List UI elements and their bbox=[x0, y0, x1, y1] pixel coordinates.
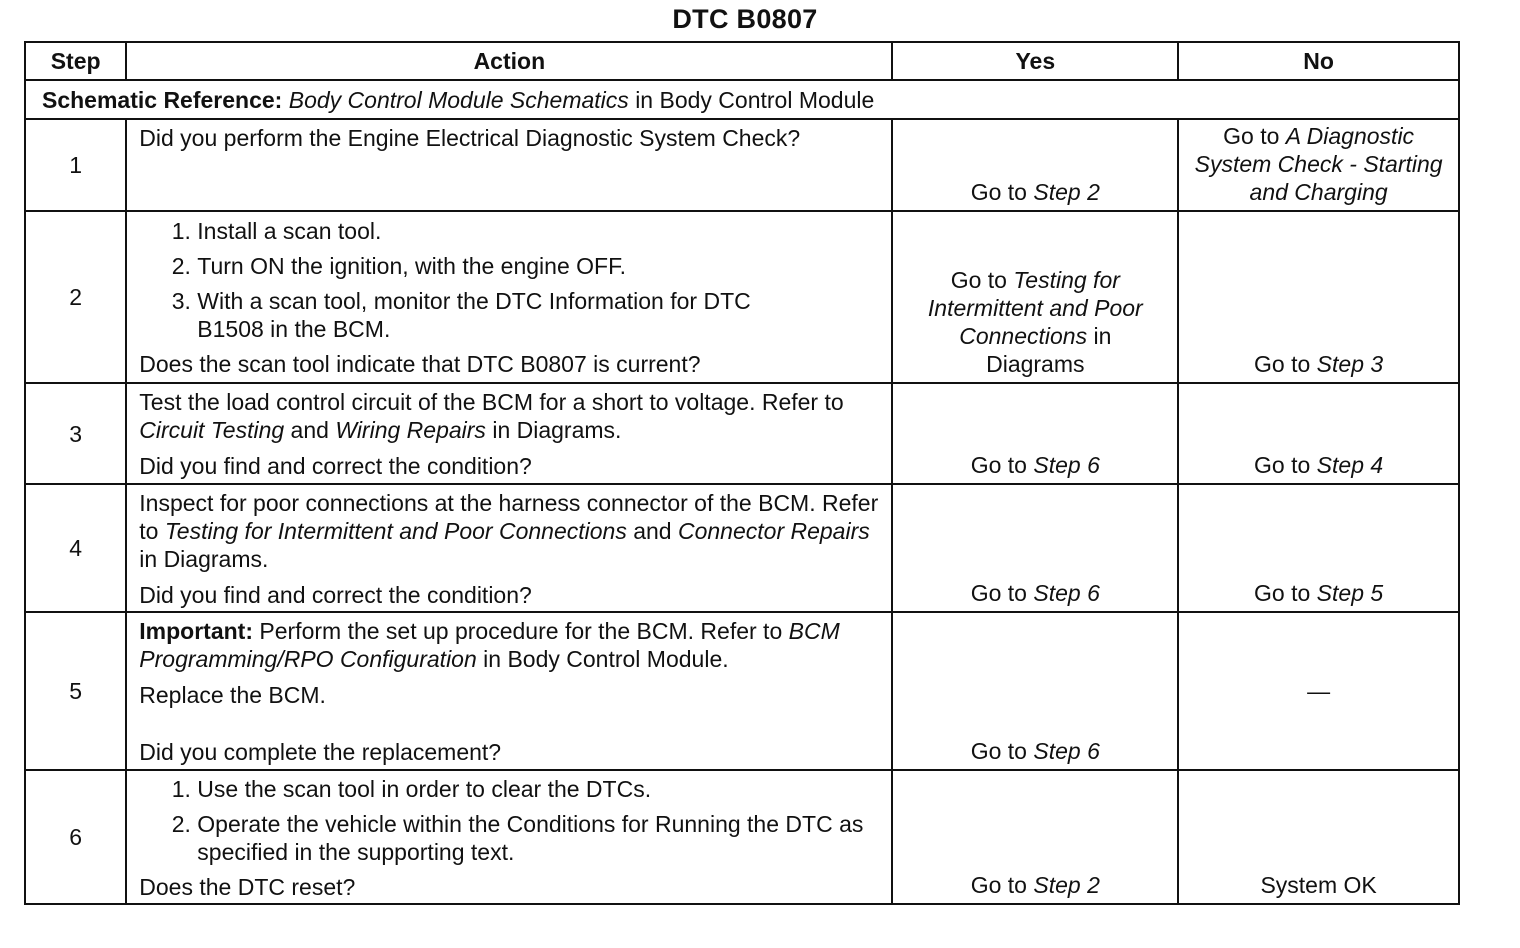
action-text: in Body Control Module. bbox=[483, 646, 729, 672]
yes-prefix: Go to bbox=[970, 580, 1027, 606]
yes-ref[interactable]: Step 6 bbox=[1033, 452, 1100, 478]
header-no: No bbox=[1178, 42, 1459, 80]
no-cell bbox=[1178, 383, 1459, 484]
step-number: 6 bbox=[25, 770, 126, 904]
action-ref[interactable]: Connector Repairs bbox=[677, 518, 870, 544]
schematic-row bbox=[25, 80, 1459, 119]
step-number: 4 bbox=[25, 484, 126, 612]
action-instruction: Replace the BCM. bbox=[139, 682, 326, 708]
action-question: Did you find and correct the condition? bbox=[139, 453, 532, 479]
no-result: System OK bbox=[1260, 872, 1377, 898]
schematic-label: Schematic Reference: bbox=[42, 86, 283, 113]
action-text: and bbox=[290, 417, 329, 443]
header-step: Step bbox=[25, 42, 126, 80]
action-question: Did you perform the Engine Electrical Diagnostic System Check? bbox=[139, 125, 801, 151]
action-cell bbox=[126, 612, 892, 770]
no-prefix: Go to bbox=[1254, 351, 1311, 377]
yes-cell bbox=[892, 119, 1178, 211]
action-text: in Diagrams. bbox=[139, 546, 269, 572]
action-list-item: 3. With a scan tool, monitor the DTC Information for DTC B1508 in the BCM. bbox=[197, 287, 881, 343]
header-row bbox=[25, 42, 1459, 80]
action-list-item: 1. Install a scan tool. bbox=[197, 217, 881, 245]
action-question: Did you complete the replacement? bbox=[139, 739, 502, 765]
table-row-step-6 bbox=[25, 770, 1459, 904]
action-cell bbox=[126, 484, 892, 612]
diagnostic-table bbox=[24, 41, 1460, 905]
action-list-item: 2. Turn ON the ignition, with the engine OFF. bbox=[197, 252, 881, 280]
yes-ref[interactable]: Step 6 bbox=[1033, 580, 1100, 606]
action-question: Does the scan tool indicate that DTC B0807 is current? bbox=[139, 351, 701, 377]
step-number: 5 bbox=[25, 612, 126, 770]
table-row-step-3 bbox=[25, 383, 1459, 484]
yes-ref[interactable]: Step 2 bbox=[1033, 179, 1100, 205]
yes-cell bbox=[892, 770, 1178, 904]
action-text: Inspect for poor connections at the harness connector of the BCM. Refer to bbox=[139, 490, 879, 544]
yes-cell bbox=[892, 211, 1178, 383]
action-text: Perform the set up procedure for the BCM. Refer to bbox=[259, 618, 783, 644]
table-row-step-1 bbox=[25, 119, 1459, 211]
yes-cell bbox=[892, 612, 1178, 770]
yes-cell bbox=[892, 484, 1178, 612]
action-text: and bbox=[633, 518, 672, 544]
action-ref[interactable]: Wiring Repairs bbox=[335, 417, 486, 443]
schematic-doc: Body Control Module Schematics bbox=[288, 86, 629, 113]
action-question: Did you find and correct the condition? bbox=[139, 582, 532, 608]
yes-prefix: Go to bbox=[970, 179, 1027, 205]
action-ref[interactable]: Testing for Intermittent and Poor Connections bbox=[164, 518, 627, 544]
action-cell bbox=[126, 211, 892, 383]
step-number: 1 bbox=[25, 119, 126, 211]
page-title: DTC B0807 bbox=[672, 4, 818, 34]
action-ref[interactable]: Circuit Testing bbox=[139, 417, 285, 443]
action-ref[interactable]: BCM Programming/RPO Configuration bbox=[139, 618, 840, 672]
yes-prefix: Go to bbox=[970, 738, 1027, 764]
header-action: Action bbox=[126, 42, 892, 80]
action-text: in Diagrams. bbox=[492, 417, 622, 443]
no-dash: — bbox=[1307, 678, 1331, 704]
no-cell bbox=[1178, 211, 1459, 383]
yes-suffix: in Diagrams bbox=[986, 323, 1112, 377]
yes-prefix: Go to bbox=[950, 267, 1007, 293]
schematic-reference bbox=[25, 80, 1459, 119]
no-cell bbox=[1178, 770, 1459, 904]
schematic-suffix: in Body Control Module bbox=[635, 86, 875, 113]
step-number: 2 bbox=[25, 211, 126, 383]
table-row-step-5 bbox=[25, 612, 1459, 770]
step-number: 3 bbox=[25, 383, 126, 484]
no-prefix: Go to bbox=[1254, 580, 1311, 606]
no-prefix: Go to bbox=[1254, 452, 1311, 478]
important-label: Important: bbox=[139, 618, 253, 644]
table-row-step-4 bbox=[25, 484, 1459, 612]
no-ref[interactable]: Step 3 bbox=[1316, 351, 1384, 377]
no-ref[interactable]: Step 4 bbox=[1316, 452, 1384, 478]
action-cell bbox=[126, 383, 892, 484]
no-prefix: Go to bbox=[1223, 123, 1280, 149]
no-ref[interactable]: A Diagnostic System Check - Starting and Charging bbox=[1194, 123, 1443, 205]
yes-prefix: Go to bbox=[970, 452, 1027, 478]
action-text: Test the load control circuit of the BCM for a short to voltage. Refer to bbox=[139, 389, 844, 415]
no-cell bbox=[1178, 484, 1459, 612]
yes-ref[interactable]: Testing for Intermittent and Poor Connections bbox=[927, 267, 1143, 349]
yes-ref[interactable]: Step 2 bbox=[1033, 872, 1100, 898]
action-list-item: 2. Operate the vehicle within the Conditions for Running the DTC as specified in the supporting text. bbox=[197, 810, 881, 866]
action-question: Does the DTC reset? bbox=[139, 874, 356, 900]
yes-ref[interactable]: Step 6 bbox=[1033, 738, 1100, 764]
header-yes: Yes bbox=[892, 42, 1178, 80]
yes-prefix: Go to bbox=[970, 872, 1027, 898]
action-cell bbox=[126, 119, 892, 211]
action-list-item: 1. Use the scan tool in order to clear the DTCs. bbox=[197, 775, 881, 803]
no-ref[interactable]: Step 5 bbox=[1316, 580, 1384, 606]
table-row-step-2 bbox=[25, 211, 1459, 383]
action-cell bbox=[126, 770, 892, 904]
no-cell bbox=[1178, 119, 1459, 211]
yes-cell bbox=[892, 383, 1178, 484]
no-cell bbox=[1178, 612, 1459, 770]
